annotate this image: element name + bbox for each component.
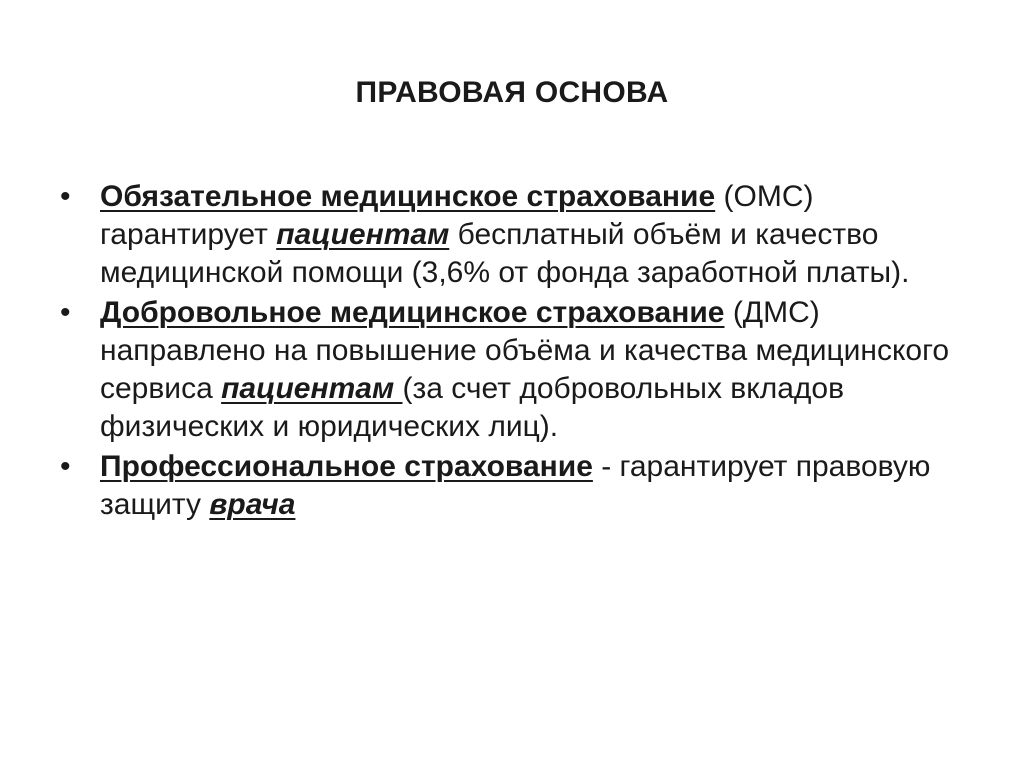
item-text: - гарантирует правовую защиту	[100, 450, 931, 521]
list-item	[60, 448, 960, 524]
insurance-term: Добровольное медицинское страхование	[100, 296, 725, 329]
emphasis-word: врача	[209, 488, 296, 521]
item-text: бесплатный объём и качество медицинской помощи (3,6% от фонда заработной платы).	[100, 218, 910, 289]
item-text: (за счет добровольных вкладов физических и юридических лиц).	[100, 372, 845, 443]
bullet-icon: •	[60, 296, 71, 329]
emphasis-word: пациентам	[276, 218, 450, 251]
list-item	[60, 178, 960, 292]
bullet-list	[60, 178, 960, 524]
bullet-icon: •	[60, 180, 71, 213]
insurance-term: Обязательное медицинское страхование	[100, 180, 716, 213]
insurance-term: Профессиональное страхование	[100, 450, 593, 483]
item-text: (ОМС) гарантирует	[100, 180, 814, 251]
item-text: (ДМС) направлено на повышение объёма и качества медицинского сервиса	[100, 296, 950, 405]
emphasis-word: пациентам	[221, 372, 403, 405]
slide-title: ПРАВОВАЯ ОСНОВА	[355, 76, 669, 109]
bullet-icon: •	[60, 450, 71, 483]
list-item	[60, 294, 960, 446]
